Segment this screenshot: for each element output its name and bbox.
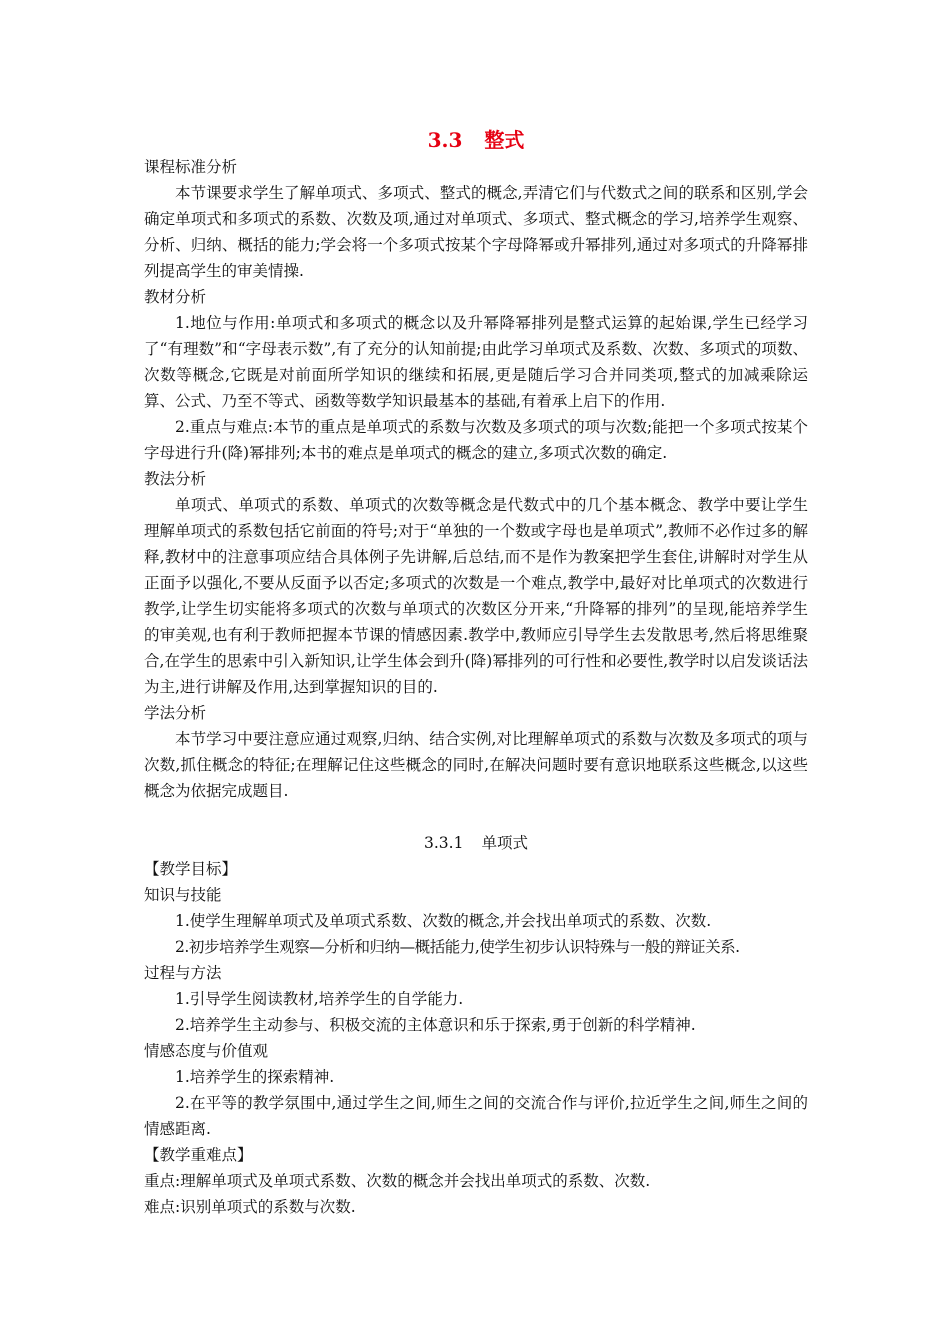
page-title [144,126,808,154]
title-text: 整式 [484,128,525,152]
objective-group-heading: 知识与技能 [144,886,222,904]
section-paragraph: 单项式、单项式的系数、单项式的次数等概念是代数式中的几个基本概念、教学中要让学生理解单项式的系数包括它前面的符号;对于“单独的一个数或字母也是单项式”,教师不必作过多的解释,教材中的注意事项应结合具体例子先讲解,后总结,而不是作为教案把学生套住,讲解时对学生从正面予以强化,不要从反面予以否定;多项式的次数是一个难点,教学中,最好对比单项式的次数进行教学,让学生切实能将多项式的次数与单项式的次数区分开来,“升降幂的排列”的呈现,能培养学生的审美观,也有利于教师把握本节课的情感因素.教学中,教师应引导学生去发散思考,然后将思维聚合,在学生的思索中引入新知识,让学生体会到升(降)幂排列的可行性和必要性,教学时以启发谈话法为主,进行讲解及作用,达到掌握知识的目的. [144,496,808,696]
key-point-difficulty: 难点:识别单项式的系数与次数. [144,1198,356,1216]
section-paragraph: 本节课要求学生了解单项式、多项式、整式的概念,弄清它们与代数式之间的联系和区别,学会确定单项式和多项式的系数、次数及项,通过对单项式、多项式、整式概念的学习,培养学生观察、分析、归纳、概括的能力;学会将一个多项式按某个字母降幂或升幂排列,通过对多项式的升降幂排列提高学生的审美情操. [144,184,808,280]
objective-item: 1.培养学生的探索精神. [175,1068,335,1086]
section-paragraph: 本节学习中要注意应通过观察,归纳、结合实例,对比理解单项式的系数与次数及多项式的项与次数,抓住概念的特征;在理解记住这些概念的同时,在解决问题时要有意识地联系这些概念,以这些概念为依据完成题目. [144,730,808,800]
subsection-text: 单项式 [481,834,528,852]
section-heading: 教法分析 [144,470,207,488]
objective-item: 1.引导学生阅读教材,培养学生的自学能力. [175,990,464,1008]
key-points-label: 【教学重难点】 [144,1146,253,1164]
objective-group-heading: 情感态度与价值观 [144,1042,269,1060]
objectives-label: 【教学目标】 [144,860,238,878]
objective-item: 1.使学生理解单项式及单项式系数、次数的概念,并会找出单项式的系数、次数. [175,912,712,930]
objective-group-heading: 过程与方法 [144,964,222,982]
section-heading: 学法分析 [144,704,207,722]
subsection-number: 3.3.1 [424,834,464,852]
section-paragraph: 1.地位与作用:单项式和多项式的概念以及升幂降幂排列是整式运算的起始课,学生已经学习了“有理数”和“字母表示数”,有了充分的认知前提;由此学习单项式及系数、次数、多项式的项数、次数等概念,它既是对前面所学知识的继续和拓展,更是随后学习合并同类项,整式的加减乘除运算、公式、乃至不等式、函数等数学知识最基本的基础,有着承上启下的作用. [144,314,808,410]
section-heading: 课程标准分析 [144,158,238,176]
key-point-focus: 重点:理解单项式及单项式系数、次数的概念并会找出单项式的系数、次数. [144,1172,651,1190]
objective-item: 2.在平等的教学氛围中,通过学生之间,师生之间的交流合作与评价,拉近学生之间,师生之间的情感距离. [144,1094,808,1138]
title-number: 3.3 [427,128,463,152]
document-content [144,126,808,1220]
section-paragraph: 2.重点与难点:本节的重点是单项式的系数与次数及多项式的项与次数;能把一个多项式按某个字母进行升(降)幂排列;本书的难点是单项式的概念的建立,多项式次数的确定. [144,418,808,462]
objective-item: 2.初步培养学生观察—分析和归纳—概括能力,使学生初步认识特殊与一般的辩证关系. [175,938,740,956]
subsection-title [144,830,808,856]
objective-item: 2.培养学生主动参与、积极交流的主体意识和乐于探索,勇于创新的科学精神. [175,1016,696,1034]
section-heading: 教材分析 [144,288,207,306]
